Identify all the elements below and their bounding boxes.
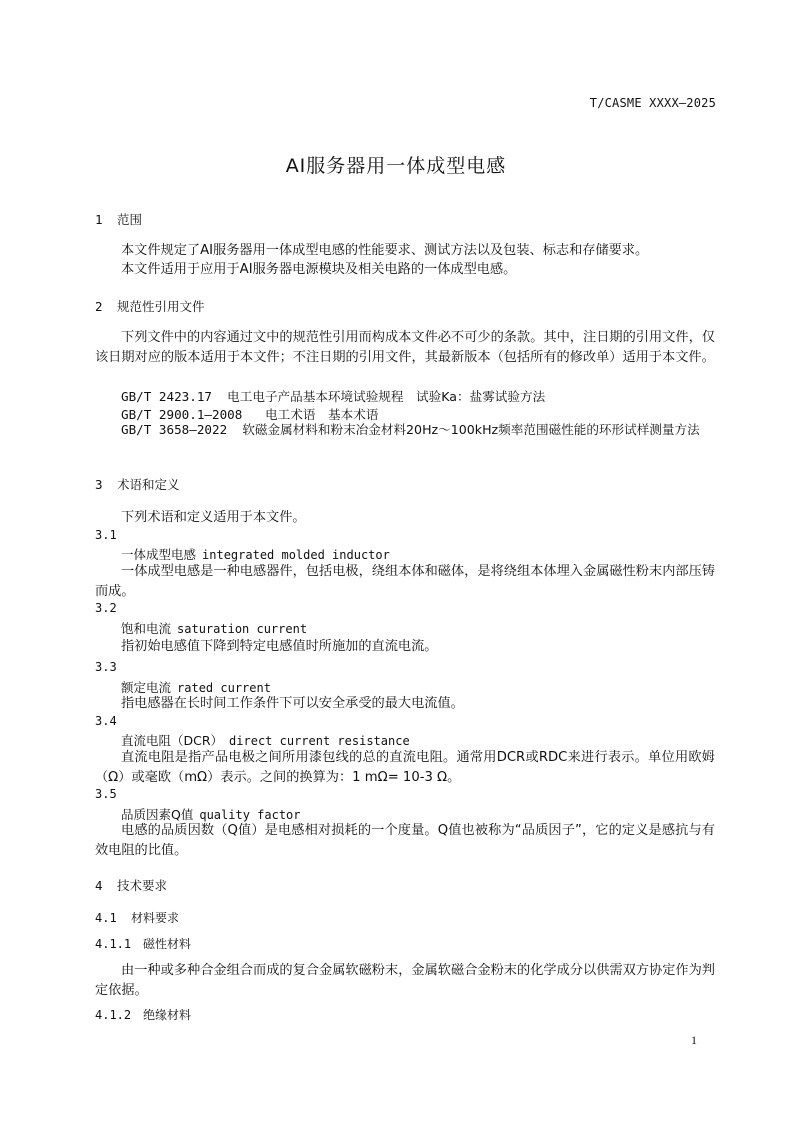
- section-heading-scope: [95, 210, 142, 228]
- term-en: direct current resistance: [229, 734, 410, 748]
- section-number: 3: [95, 477, 103, 492]
- section-heading-normative-references: [95, 297, 205, 315]
- term-en: saturation current: [177, 622, 308, 636]
- reference-code: GB/T 2900.1—2008: [121, 407, 243, 422]
- term-en: quality factor: [199, 808, 301, 822]
- subsection-heading: [95, 935, 191, 952]
- reference-title: 电工术语 基本术语: [265, 407, 379, 422]
- section-title: 技术要求: [117, 878, 168, 893]
- subsection-title: 绝缘材料: [143, 1008, 192, 1022]
- section-title: 术语和定义: [117, 477, 180, 492]
- section-title: 范围: [117, 212, 143, 227]
- reference-code: GB/T 2423.17: [121, 389, 212, 404]
- subsection-number: 4.1: [95, 911, 117, 925]
- term-number: 3.5: [95, 787, 117, 801]
- standard-number: T/CASME XXXX—2025: [589, 96, 716, 110]
- reference-code: GB/T 3658—2022: [121, 422, 228, 437]
- term-zh: 直流电阻（DCR）: [121, 733, 224, 748]
- term-definition: 直流电阻是指产品电极之间所用漆包线的总的直流电阻。通常用DCR或RDC来进行表示。单位用欧姆（Ω）或毫欧（mΩ）表示。之间的换算为：1 mΩ= 10-3 Ω。: [95, 750, 715, 785]
- term-definition: 指电感器在长时间工作条件下可以安全承受的最大电流值。: [121, 696, 464, 711]
- section-title: 规范性引用文件: [117, 299, 205, 314]
- term-title: [121, 619, 307, 637]
- reference-title: 电工电子产品基本环境试验规程 试验Ka：盐雾试验方法: [227, 389, 546, 404]
- subsection-title: 磁性材料: [143, 937, 192, 951]
- term-number: 3.3: [95, 660, 117, 674]
- subsection-number: 4.1.1: [95, 937, 132, 951]
- term-definition: 电感的品质因数（Q值）是电感相对损耗的一个度量。Q值也被称为“品质因子”，它的定义是感抗与有效电阻的比值。: [95, 823, 715, 858]
- reference-item: [121, 386, 545, 405]
- term-zh: 饱和电流: [121, 621, 172, 636]
- section-heading-terms: [95, 475, 180, 493]
- subsection-number: 4.1.2: [95, 1008, 132, 1022]
- subsection-heading: [95, 1006, 191, 1023]
- subsection-title: 材料要求: [131, 911, 180, 925]
- section-number: 2: [95, 299, 103, 314]
- term-number: 3.1: [95, 528, 117, 542]
- term-number: 3.2: [95, 601, 117, 615]
- section-number: 1: [95, 212, 103, 227]
- document-title: AI服务器用一体成型电感: [285, 155, 507, 177]
- subsection-heading: [95, 909, 179, 926]
- paragraph: 下列术语和定义适用于本文件。: [121, 510, 306, 525]
- term-zh: 额定电流: [121, 680, 172, 695]
- paragraph: 下列文件中的内容通过文中的规范性引用而构成本文件必不可少的条款。其中，注日期的引用文件，仅该日期对应的版本适用于本文件；不注日期的引用文件，其最新版本（包括所有的修改单）适用于本文件。: [95, 330, 715, 365]
- term-definition: 一体成型电感是一种电感器件，包括电极，绕组本体和磁体，是将绕组本体埋入金属磁性粉末内部压铸而成。: [95, 564, 715, 599]
- section-heading-technical-requirements: [95, 876, 167, 894]
- paragraph: 由一种或多种合金组合而成的复合金属软磁粉末，金属软磁合金粉末的化学成分以供需双方协定作为判定依据。: [95, 963, 715, 998]
- page-number: 1: [691, 1033, 697, 1047]
- section-number: 4: [95, 878, 103, 893]
- term-title: [121, 731, 410, 749]
- term-en: rated current: [177, 681, 271, 695]
- reference-item: [95, 420, 715, 440]
- term-zh: 一体成型电感: [121, 547, 197, 562]
- paragraph: 本文件规定了AI服务器用一体成型电感的性能要求、测试方法以及包装、标志和存储要求。: [121, 243, 649, 258]
- term-number: 3.4: [95, 714, 117, 728]
- term-zh: 品质因素Q值: [121, 807, 194, 822]
- term-definition: 指初始电感值下降到特定电感值时所施加的直流电流。: [121, 639, 438, 654]
- term-en: integrated molded inductor: [202, 548, 390, 562]
- term-title: [121, 545, 390, 563]
- paragraph: 本文件适用于应用于AI服务器电源模块及相关电路的一体成型电感。: [121, 262, 517, 277]
- reference-title: 软磁金属材料和粉末冶金材料20Hz～100kHz频率范围磁性能的环形试样测量方法: [242, 422, 700, 437]
